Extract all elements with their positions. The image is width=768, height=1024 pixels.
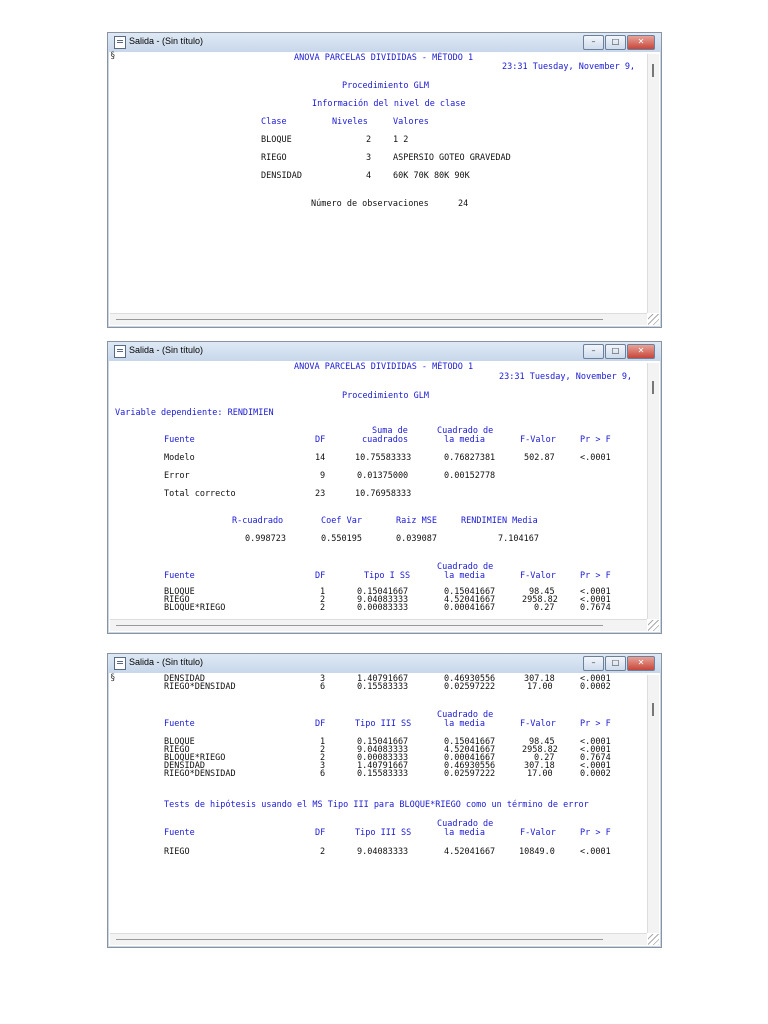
source-name: DENSIDAD bbox=[164, 674, 205, 684]
source-df: 2 bbox=[320, 745, 326, 755]
source-p: <.0001 bbox=[580, 595, 611, 605]
source-df: 1 bbox=[320, 737, 326, 747]
class-name: BLOQUE bbox=[261, 135, 292, 145]
source-df: 6 bbox=[320, 769, 326, 779]
source-ms: 0.46930556 bbox=[444, 674, 496, 684]
output-content bbox=[110, 52, 647, 313]
source-ss: 10.75583333 bbox=[355, 453, 412, 463]
source-ms: 0.02597222 bbox=[444, 682, 496, 692]
vertical-scrollbar[interactable] bbox=[647, 54, 659, 313]
source-name: RIEGO bbox=[164, 745, 190, 755]
source-name: DENSIDAD bbox=[164, 761, 205, 771]
resize-grip-icon[interactable] bbox=[648, 620, 659, 631]
source-p: <.0001 bbox=[580, 453, 611, 463]
source-p: 0.7674 bbox=[580, 753, 611, 763]
dependent-variable: Variable dependiente: RENDIMIEN bbox=[115, 408, 274, 418]
source-ss: 0.15041667 bbox=[357, 737, 409, 747]
fit-header-rsq: R-cuadrado bbox=[232, 516, 284, 526]
source-df: 2 bbox=[320, 753, 326, 763]
col-prf: Pr > F bbox=[580, 719, 611, 729]
class-values: 1 2 bbox=[393, 135, 409, 145]
col-fuente: Fuente bbox=[164, 828, 195, 838]
source-ss: 1.40791667 bbox=[357, 761, 409, 771]
source-df: 3 bbox=[320, 674, 326, 684]
col-suma-1: Suma de bbox=[372, 426, 408, 436]
fit-rsq: 0.998723 bbox=[245, 534, 286, 544]
col-df: DF bbox=[315, 719, 326, 729]
source-f: 0.27 bbox=[534, 603, 555, 613]
close-button[interactable]: ✕ bbox=[627, 656, 655, 671]
source-ss: 1.40791667 bbox=[357, 674, 409, 684]
class-name: DENSIDAD bbox=[261, 171, 302, 181]
source-p: 0.0002 bbox=[580, 769, 611, 779]
source-df: 2 bbox=[320, 603, 326, 613]
vertical-scrollbar[interactable] bbox=[647, 675, 659, 933]
fit-header-cv: Coef Var bbox=[321, 516, 362, 526]
source-df: 23 bbox=[315, 489, 326, 499]
col-clase: Clase bbox=[261, 117, 287, 127]
source-p: <.0001 bbox=[580, 761, 611, 771]
source-name: RIEGO bbox=[164, 595, 190, 605]
source-f: 17.00 bbox=[527, 769, 553, 779]
source-ms: 4.52041667 bbox=[444, 595, 496, 605]
source-name: RIEGO*DENSIDAD bbox=[164, 769, 236, 779]
procedure-title: Procedimiento GLM bbox=[342, 81, 429, 91]
resize-grip-icon[interactable] bbox=[648, 934, 659, 945]
output-window-2 bbox=[107, 341, 662, 634]
fit-mean: 7.104167 bbox=[498, 534, 539, 544]
source-p: <.0001 bbox=[580, 587, 611, 597]
document-icon bbox=[114, 345, 126, 358]
fit-cv: 0.550195 bbox=[321, 534, 362, 544]
source-df: 3 bbox=[320, 761, 326, 771]
source-name: Total correcto bbox=[164, 489, 236, 499]
source-name: BLOQUE*RIEGO bbox=[164, 753, 226, 763]
col-df: DF bbox=[315, 435, 326, 445]
window-title: Salida - (Sin título) bbox=[129, 345, 204, 355]
tests-title: Tests de hipótesis usando el MS Tipo III para BLOQUE*RIEGO como un término de error bbox=[164, 800, 589, 810]
output-window-1 bbox=[107, 32, 662, 328]
col-tipo3: Tipo III SS bbox=[355, 719, 412, 729]
output-content bbox=[110, 361, 647, 619]
source-df: 14 bbox=[315, 453, 326, 463]
minimize-button[interactable]: – bbox=[583, 656, 604, 671]
col-fvalor: F-Valor bbox=[520, 719, 556, 729]
col-df: DF bbox=[315, 828, 326, 838]
col-cm-2: la media bbox=[444, 828, 485, 838]
title-bar[interactable] bbox=[108, 654, 661, 673]
obs-label: Número de observaciones bbox=[311, 199, 429, 209]
window-title: Salida - (Sin título) bbox=[129, 36, 204, 46]
col-tipo1: Tipo I SS bbox=[364, 571, 411, 581]
obs-value: 24 bbox=[458, 199, 469, 209]
vertical-scrollbar[interactable] bbox=[647, 363, 659, 619]
col-cm-2: la media bbox=[444, 435, 485, 445]
source-df: 9 bbox=[320, 471, 326, 481]
minimize-button[interactable]: – bbox=[583, 344, 604, 359]
source-df: 2 bbox=[320, 847, 326, 857]
fit-header-rmse: Raiz MSE bbox=[396, 516, 437, 526]
source-ms: 0.00041667 bbox=[444, 753, 496, 763]
col-cm-2: la media bbox=[444, 719, 485, 729]
class-values: 60K 70K 80K 90K bbox=[393, 171, 470, 181]
source-name: BLOQUE*RIEGO bbox=[164, 603, 226, 613]
source-ss: 0.15583333 bbox=[357, 769, 409, 779]
col-fuente: Fuente bbox=[164, 571, 195, 581]
document-icon bbox=[114, 657, 126, 670]
window-controls bbox=[583, 35, 655, 50]
class-values: ASPERSIO GOTEO GRAVEDAD bbox=[393, 153, 511, 163]
col-suma-2: cuadrados bbox=[362, 435, 409, 445]
source-df: 6 bbox=[320, 682, 326, 692]
source-name: RIEGO*DENSIDAD bbox=[164, 682, 236, 692]
source-ms: 0.02597222 bbox=[444, 769, 496, 779]
source-ms: 4.52041667 bbox=[444, 745, 496, 755]
source-name: Error bbox=[164, 471, 190, 481]
maximize-button[interactable]: □ bbox=[605, 35, 626, 50]
class-levels: 3 bbox=[366, 153, 372, 163]
source-f: 10849.0 bbox=[519, 847, 555, 857]
source-df: 2 bbox=[320, 595, 326, 605]
maximize-button[interactable]: □ bbox=[605, 656, 626, 671]
col-niveles: Niveles bbox=[332, 117, 368, 127]
col-fvalor: F-Valor bbox=[520, 435, 556, 445]
output-window-3 bbox=[107, 653, 662, 948]
class-info-title: Información del nivel de clase bbox=[312, 99, 466, 109]
window-title: Salida - (Sin título) bbox=[129, 657, 204, 667]
window-controls bbox=[583, 344, 655, 359]
source-p: 0.7674 bbox=[580, 603, 611, 613]
source-ms: 0.76827381 bbox=[444, 453, 496, 463]
procedure-title: Procedimiento GLM bbox=[342, 391, 429, 401]
source-ms: 0.46930556 bbox=[444, 761, 496, 771]
col-prf: Pr > F bbox=[580, 435, 611, 445]
title-bar[interactable] bbox=[108, 342, 661, 361]
source-f: 307.18 bbox=[524, 761, 555, 771]
source-f: 98.45 bbox=[529, 587, 555, 597]
minimize-button[interactable]: – bbox=[583, 35, 604, 50]
source-f: 2958.82 bbox=[522, 595, 558, 605]
col-fvalor: F-Valor bbox=[520, 571, 556, 581]
source-name: BLOQUE bbox=[164, 737, 195, 747]
source-name: Modelo bbox=[164, 453, 195, 463]
class-name: RIEGO bbox=[261, 153, 287, 163]
source-p: <.0001 bbox=[580, 674, 611, 684]
resize-grip-icon[interactable] bbox=[648, 314, 659, 325]
fit-rmse: 0.039087 bbox=[396, 534, 437, 544]
source-ss: 9.04083333 bbox=[357, 847, 409, 857]
horizontal-scrollbar[interactable] bbox=[110, 313, 647, 325]
source-ss: 0.00083333 bbox=[357, 603, 409, 613]
close-button[interactable]: ✕ bbox=[627, 344, 655, 359]
source-f: 98.45 bbox=[529, 737, 555, 747]
source-p: <.0001 bbox=[580, 847, 611, 857]
report-header: ANOVA PARCELAS DIVIDIDAS - MÉTODO 1 bbox=[294, 362, 474, 372]
page-break-icon: § bbox=[110, 51, 116, 61]
source-df: 1 bbox=[320, 587, 326, 597]
col-fuente: Fuente bbox=[164, 719, 195, 729]
source-p: 0.0002 bbox=[580, 682, 611, 692]
horizontal-scrollbar[interactable] bbox=[110, 933, 647, 945]
source-ms: 0.15041667 bbox=[444, 737, 496, 747]
source-name: RIEGO bbox=[164, 847, 190, 857]
col-cm-1: Cuadrado de bbox=[437, 562, 494, 572]
source-p: <.0001 bbox=[580, 737, 611, 747]
document-icon bbox=[114, 36, 126, 49]
source-f: 502.87 bbox=[524, 453, 555, 463]
col-prf: Pr > F bbox=[580, 571, 611, 581]
source-ms: 0.00041667 bbox=[444, 603, 496, 613]
col-df: DF bbox=[315, 571, 326, 581]
report-header: ANOVA PARCELAS DIVIDIDAS - MÉTODO 1 bbox=[294, 53, 474, 63]
window-controls bbox=[583, 656, 655, 671]
col-cm-1: Cuadrado de bbox=[437, 710, 494, 720]
source-ms: 4.52041667 bbox=[444, 847, 496, 857]
source-ss: 0.15583333 bbox=[357, 682, 409, 692]
source-ss: 10.76958333 bbox=[355, 489, 412, 499]
report-datetime: 23:31 Tuesday, November 9, bbox=[499, 372, 633, 382]
source-name: BLOQUE bbox=[164, 587, 195, 597]
title-bar[interactable] bbox=[108, 33, 661, 52]
source-ss: 9.04083333 bbox=[357, 595, 409, 605]
source-f: 17.00 bbox=[527, 682, 553, 692]
col-valores: Valores bbox=[393, 117, 429, 127]
maximize-button[interactable]: □ bbox=[605, 344, 626, 359]
col-prf: Pr > F bbox=[580, 828, 611, 838]
source-f: 2958.82 bbox=[522, 745, 558, 755]
source-ss: 0.15041667 bbox=[357, 587, 409, 597]
source-f: 307.18 bbox=[524, 674, 555, 684]
source-ss: 0.00083333 bbox=[357, 753, 409, 763]
class-levels: 2 bbox=[366, 135, 372, 145]
source-ss: 0.01375000 bbox=[357, 471, 409, 481]
col-tipo3: Tipo III SS bbox=[355, 828, 412, 838]
page-break-icon: § bbox=[110, 673, 116, 683]
report-datetime: 23:31 Tuesday, November 9, bbox=[502, 62, 636, 72]
source-f: 0.27 bbox=[534, 753, 555, 763]
col-fuente: Fuente bbox=[164, 435, 195, 445]
col-cm-2: la media bbox=[444, 571, 485, 581]
col-cm-1: Cuadrado de bbox=[437, 819, 494, 829]
source-ms: 0.00152778 bbox=[444, 471, 496, 481]
fit-header-mean: RENDIMIEN Media bbox=[461, 516, 538, 526]
col-cm-1: Cuadrado de bbox=[437, 426, 494, 436]
class-levels: 4 bbox=[366, 171, 372, 181]
output-content bbox=[110, 673, 647, 933]
source-ss: 9.04083333 bbox=[357, 745, 409, 755]
col-fvalor: F-Valor bbox=[520, 828, 556, 838]
source-p: <.0001 bbox=[580, 745, 611, 755]
horizontal-scrollbar[interactable] bbox=[110, 619, 647, 631]
source-ms: 0.15041667 bbox=[444, 587, 496, 597]
close-button[interactable]: ✕ bbox=[627, 35, 655, 50]
